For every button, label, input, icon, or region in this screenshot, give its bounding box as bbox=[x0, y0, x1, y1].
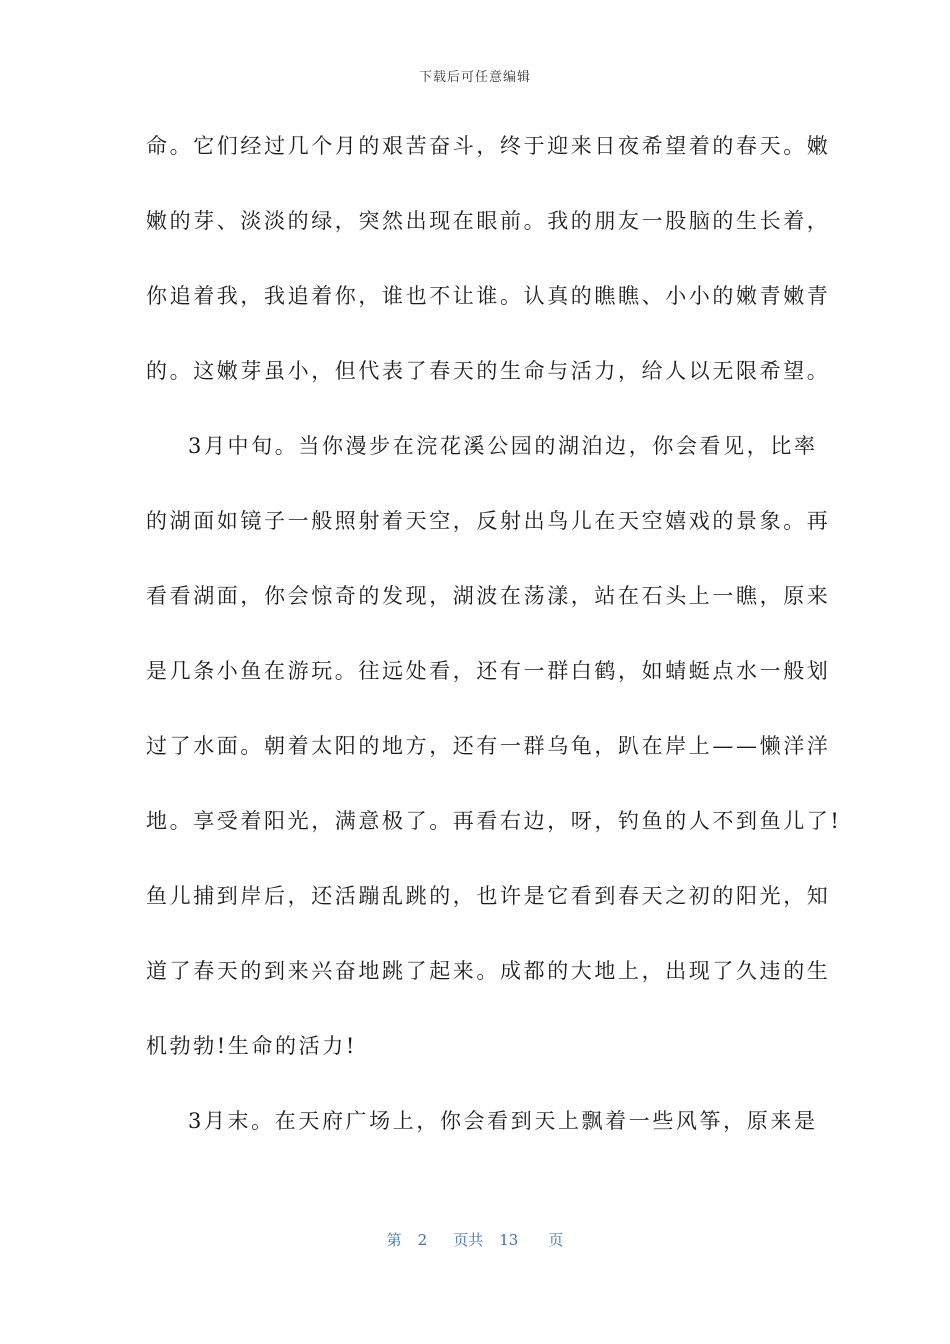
page-total: 13 bbox=[499, 1231, 519, 1249]
document-body bbox=[146, 120, 842, 1170]
text-line: 看看湖面，你会惊奇的发现，湖波在荡漾，站在石头上一瞧，原来 bbox=[146, 584, 831, 608]
text-line: 命。它们经过几个月的艰苦奋斗，终于迎来日夜希望着的春天。嫩 bbox=[146, 134, 831, 158]
paragraph-first-line: 3月末。在天府广场上，你会看到天上飘着一些风筝，原来是 bbox=[188, 1109, 818, 1133]
page-mid: 页共 bbox=[453, 1231, 484, 1249]
text-line: 地。享受着阳光，满意极了。再看右边，呀，钓鱼的人不到鱼儿了! bbox=[146, 809, 842, 833]
text-line: 嫩的芽、淡淡的绿，突然出现在眼前。我的朋友一股脑的生长着， bbox=[146, 209, 831, 233]
text-line: 的。这嫩芽虽小，但代表了春天的生命与活力，给人以无限希望。 bbox=[146, 359, 831, 383]
page-current: 2 bbox=[417, 1231, 428, 1249]
text-line: 的湖面如镜子一般照射着天空，反射出鸟儿在天空嬉戏的景象。再 bbox=[146, 509, 831, 533]
text-line: 机勃勃!生命的活力! bbox=[146, 1034, 357, 1058]
text-line: 是几条小鱼在游玩。往远处看，还有一群白鹤，如蜻蜓点水一般划 bbox=[146, 659, 831, 683]
page-prefix: 第 bbox=[386, 1231, 402, 1249]
text-line: 鱼儿捕到岸后，还活蹦乱跳的，也许是它看到春天之初的阳光，知 bbox=[146, 884, 831, 908]
header-note: 下载后可任意编辑 bbox=[418, 70, 531, 85]
paragraph-first-line: 3月中旬。当你漫步在浣花溪公园的湖泊边，你会看见，比率 bbox=[188, 434, 818, 458]
text-line: 道了春天的到来兴奋地跳了起来。成都的大地上，出现了久违的生 bbox=[146, 959, 831, 983]
page-suffix: 页 bbox=[548, 1231, 564, 1249]
page-number bbox=[0, 1229, 950, 1250]
text-line: 你追着我，我追着你，谁也不让谁。认真的瞧瞧、小小的嫩青嫩青 bbox=[146, 284, 831, 308]
text-line: 过了水面。朝着太阳的地方，还有一群乌龟，趴在岸上——懒洋洋 bbox=[146, 734, 831, 758]
